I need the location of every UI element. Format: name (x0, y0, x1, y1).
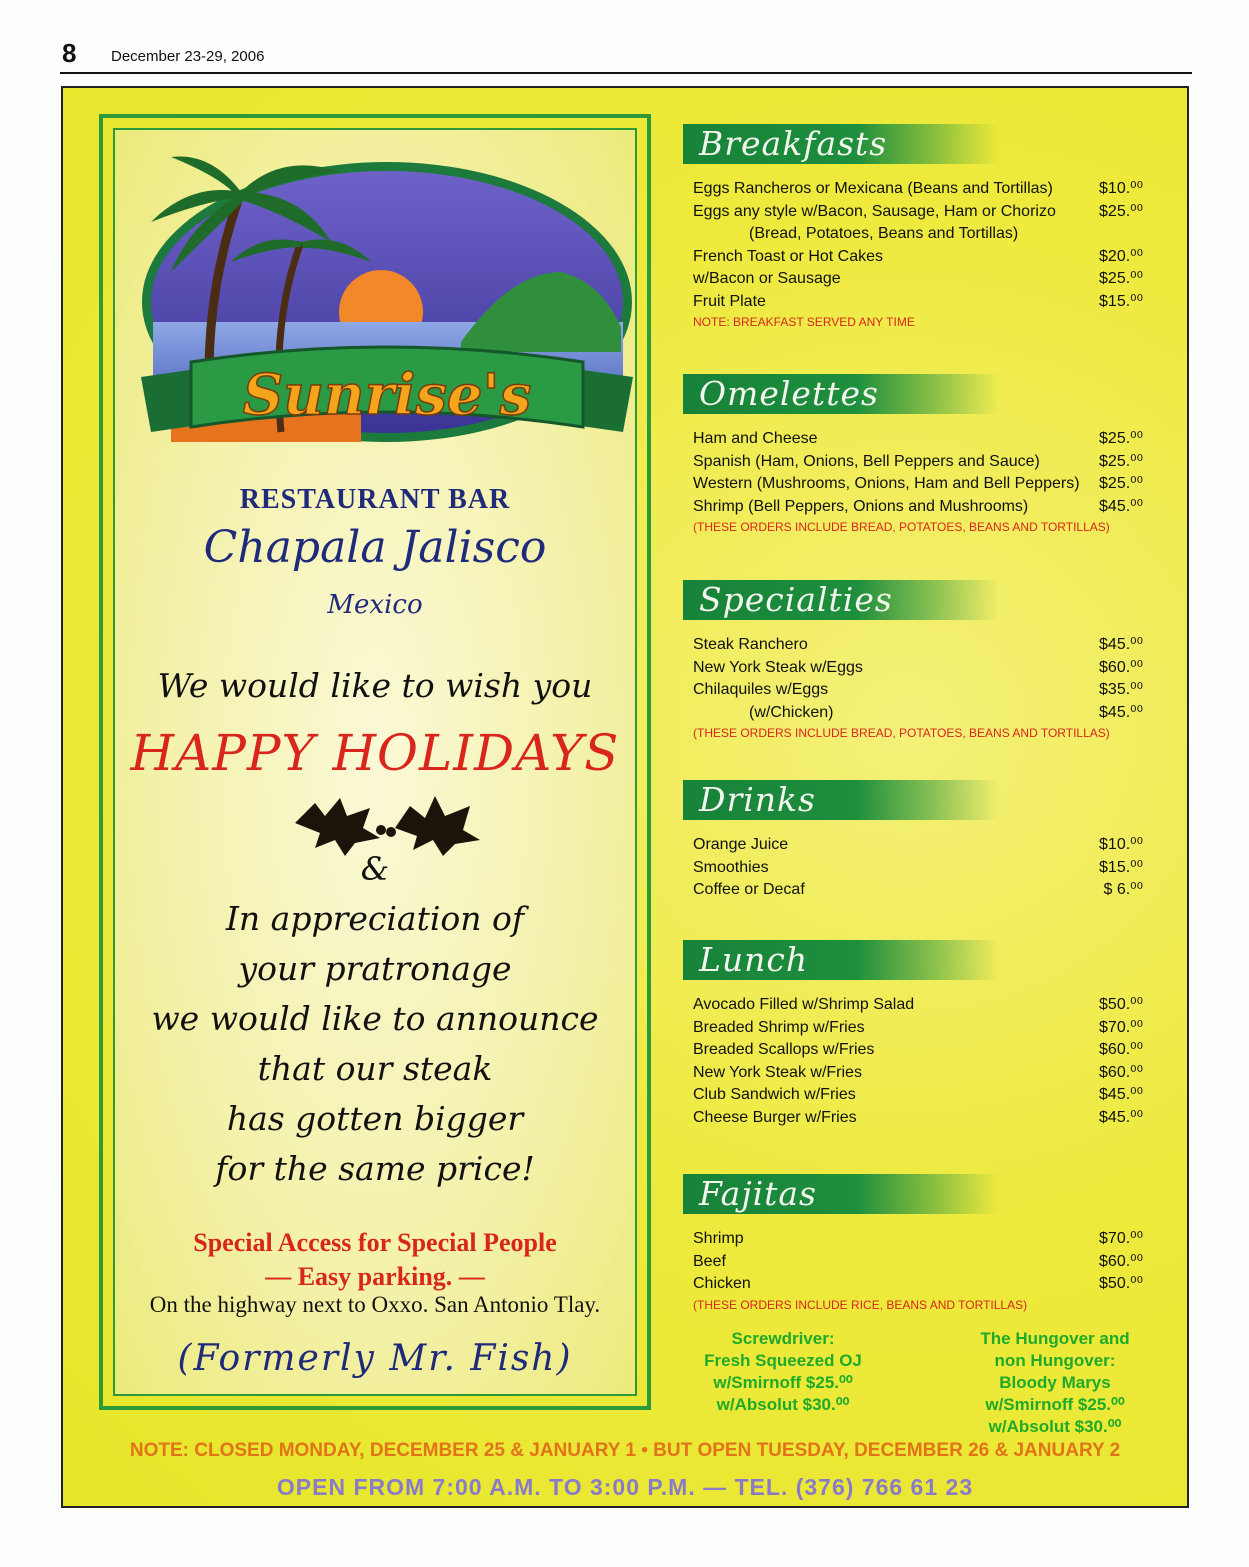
appreciation-line: In appreciation of (225, 899, 525, 938)
item-price: $45.⁰⁰ (1099, 1108, 1143, 1126)
item-price: $45.⁰⁰ (1099, 1086, 1143, 1103)
hungover-line: The Hungover and (980, 1329, 1130, 1348)
menu-item (693, 496, 1143, 519)
page-number: 8 (62, 38, 77, 68)
item-name: Avocado Filled w/Shrimp Salad (693, 996, 915, 1013)
menu-item (693, 879, 1143, 902)
menu-item (693, 428, 1143, 451)
menu-item (693, 634, 1143, 657)
section-lunch (683, 940, 1143, 1129)
menu-item (693, 657, 1143, 680)
item-name: Smoothies (693, 858, 769, 876)
bloody-mary-special (955, 1328, 1155, 1438)
appreciation-message (115, 894, 635, 1194)
closed-note: NOTE: CLOSED MONDAY, DECEMBER 25 & JANUARY 1 • BUT OPEN TUESDAY, DECEMBER 26 & JANUARY 2 (129, 1440, 1121, 1461)
item-name: Shrimp (693, 1230, 744, 1247)
item-name: Eggs Rancheros or Mexicana (Beans and Tortillas) (693, 180, 1053, 197)
section-drinks (683, 780, 1143, 902)
item-price: $60.⁰⁰ (1099, 1252, 1143, 1270)
menu-item (693, 679, 1143, 702)
wish-line: We would like to wish you (157, 666, 593, 705)
section-omelettes (683, 374, 1143, 536)
item-price: $15.⁰⁰ (1099, 292, 1143, 310)
item-name: Coffee or Decaf (693, 881, 805, 898)
menu-item (693, 201, 1143, 224)
bar-specials (683, 1328, 1153, 1436)
menu-item (693, 994, 1143, 1017)
section-title: Breakfasts (683, 124, 999, 164)
item-price: $60.⁰⁰ (1099, 658, 1143, 676)
item-name: Breaded Shrimp w/Fries (693, 1018, 865, 1036)
hungover-line: Bloody Marys (999, 1373, 1111, 1392)
screwdriver-line: Screwdriver: (731, 1329, 835, 1348)
advertisement (61, 86, 1189, 1508)
item-price: $60.⁰⁰ (1099, 1041, 1143, 1058)
logo-text: Sunrise's (242, 362, 532, 428)
menu-item (693, 1017, 1143, 1040)
item-price: $25.⁰⁰ (1099, 475, 1143, 492)
location-directions: On the highway next to Oxxo. San Antonio Tlay. (149, 1292, 601, 1317)
appreciation-line: for the same price! (215, 1149, 535, 1188)
appreciation-line: has gotten bigger (226, 1099, 524, 1138)
open-hours: OPEN FROM 7:00 A.M. TO 3:00 P.M. — TEL. (376) 766 61 23 (276, 1474, 974, 1500)
item-price: $10.⁰⁰ (1099, 180, 1143, 197)
item-name: Steak Ranchero (693, 636, 808, 653)
item-price: $15.⁰⁰ (1099, 858, 1143, 876)
menu-item (693, 834, 1143, 857)
section-title: Drinks (683, 780, 999, 820)
menu-item (693, 246, 1143, 269)
item-name: Ham and Cheese (693, 430, 818, 447)
screwdriver-line: w/Smirnoff $25.⁰⁰ (713, 1373, 853, 1392)
item-name: Club Sandwich w/Fries (693, 1086, 856, 1103)
item-name: New York Steak w/Eggs (693, 658, 863, 676)
hungover-line: w/Smirnoff $25.⁰⁰ (985, 1395, 1125, 1414)
menu-item (693, 1228, 1143, 1251)
item-name: Eggs any style w/Bacon, Sausage, Ham or Chorizo (693, 202, 1056, 220)
screwdriver-line: Fresh Squeezed OJ (704, 1351, 862, 1370)
item-name: w/Bacon or Sausage (693, 270, 841, 287)
section-fajitas (683, 1174, 1143, 1314)
menu-item (693, 291, 1143, 314)
menu-item (693, 1107, 1143, 1130)
menu-item (693, 223, 1143, 246)
menu-item (693, 1062, 1143, 1085)
item-price: $60.⁰⁰ (1099, 1063, 1143, 1081)
special-access-line: Special Access for Special People (193, 1228, 557, 1257)
item-price: $50.⁰⁰ (1099, 1275, 1143, 1292)
item-name: New York Steak w/Fries (693, 1063, 862, 1081)
menu-item (693, 178, 1143, 201)
hungover-line: non Hungover: (994, 1351, 1116, 1370)
item-name: Beef (693, 1252, 726, 1270)
item-price: $45.⁰⁰ (1099, 636, 1143, 653)
item-price: $45.⁰⁰ (1099, 703, 1143, 721)
item-price: $10.⁰⁰ (1099, 836, 1143, 853)
hungover-line: w/Absolut $30.⁰⁰ (988, 1417, 1122, 1436)
item-name: Orange Juice (693, 836, 789, 853)
menu-item (693, 451, 1143, 474)
header-rule (60, 72, 1192, 74)
menu-item (693, 1251, 1143, 1274)
easy-parking-line: — Easy parking. — (265, 1262, 485, 1291)
section-title: Omelettes (683, 374, 999, 414)
section-title: Lunch (683, 940, 999, 980)
menu-item (693, 1039, 1143, 1062)
item-price: $45.⁰⁰ (1099, 497, 1143, 515)
menu-item (693, 857, 1143, 880)
happy-holidays: HAPPY HOLIDAYS (130, 724, 620, 782)
item-name: French Toast or Hot Cakes (693, 247, 884, 265)
item-price: $70.⁰⁰ (1099, 1230, 1143, 1247)
item-name: Chilaquiles w/Eggs (693, 681, 829, 698)
section-specialties (683, 580, 1143, 742)
issue-date: December 23-29, 2006 (111, 48, 265, 65)
item-price: $25.⁰⁰ (1099, 452, 1143, 470)
location-title: Chapala Jalisco (203, 522, 547, 573)
screwdriver-special (683, 1328, 883, 1416)
item-price: $25.⁰⁰ (1099, 270, 1143, 287)
section-title: Fajitas (683, 1174, 999, 1214)
ampersand: & (360, 850, 390, 888)
item-name: (w/Chicken) (749, 703, 834, 721)
item-price: $35.⁰⁰ (1099, 681, 1143, 698)
appreciation-line: your pratronage (238, 949, 512, 988)
formerly-name: (Formerly Mr. Fish) (177, 1338, 573, 1379)
item-price: $25.⁰⁰ (1099, 202, 1143, 220)
item-name: Fruit Plate (693, 292, 766, 310)
menu-item (693, 1084, 1143, 1107)
restaurant-bar-title: RESTAURANT BAR (239, 484, 511, 515)
sunrise-logo (131, 152, 643, 482)
special-access (115, 1226, 635, 1294)
menu-item (693, 1273, 1143, 1296)
screwdriver-line: w/Absolut $30.⁰⁰ (716, 1395, 850, 1414)
section-note: (THESE ORDERS INCLUDE RICE, BEANS AND TORTILLAS) (693, 1297, 1028, 1312)
item-name: Shrimp (Bell Peppers, Onions and Mushrooms) (693, 497, 1029, 515)
appreciation-line: we would like to announce (151, 999, 599, 1038)
menu-item (693, 473, 1143, 496)
menu-item (693, 268, 1143, 291)
section-note: NOTE: BREAKFAST SERVED ANY TIME (693, 315, 915, 329)
item-price: $50.⁰⁰ (1099, 996, 1143, 1013)
left-panel (99, 114, 651, 1410)
item-price: $70.⁰⁰ (1099, 1018, 1143, 1036)
item-name: (Bread, Potatoes, Beans and Tortillas) (749, 225, 1019, 242)
section-note: (THESE ORDERS INCLUDE BREAD, POTATOES, BEANS AND TORTILLAS) (693, 520, 1110, 534)
item-name: Cheese Burger w/Fries (693, 1108, 857, 1126)
section-breakfasts (683, 124, 1143, 331)
item-name: Breaded Scallops w/Fries (693, 1041, 875, 1058)
item-name: Western (Mushrooms, Onions, Ham and Bell Peppers) (693, 475, 1080, 492)
appreciation-line: that our steak (257, 1049, 493, 1088)
item-price: $20.⁰⁰ (1099, 247, 1143, 265)
menu-item (693, 702, 1143, 725)
section-note: (THESE ORDERS INCLUDE BREAD, POTATOES, BEANS AND TORTILLAS) (693, 726, 1110, 740)
item-price: $ 6.⁰⁰ (1103, 881, 1143, 898)
item-name: Chicken (693, 1275, 751, 1292)
holly-leaves-icon (285, 788, 485, 858)
country-title: Mexico (327, 590, 423, 620)
item-price: $25.⁰⁰ (1099, 430, 1143, 447)
section-title: Specialties (683, 580, 999, 620)
item-name: Spanish (Ham, Onions, Bell Peppers and Sauce) (693, 452, 1040, 470)
